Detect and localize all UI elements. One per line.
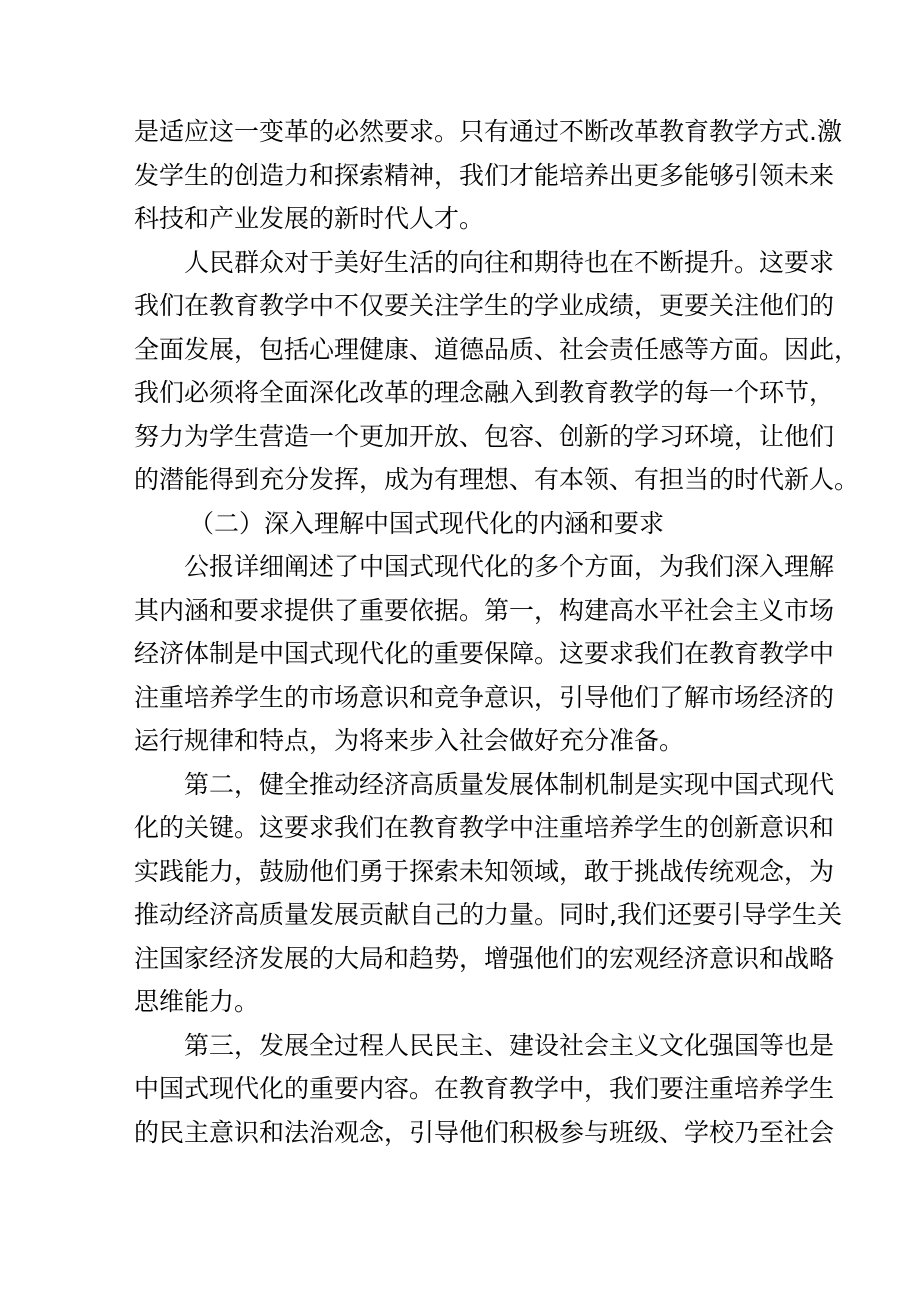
- text-line: 运行规律和特点，为将来步入社会做好充分准备。: [134, 726, 685, 755]
- paragraph-first-line: 第二，健全推动经济高质量发展体制机制是实现中国式现代: [184, 769, 835, 799]
- paragraph-first-line: 第三，发展全过程人民民主、建设社会主义文化强国等也是: [184, 1030, 835, 1060]
- section-heading: （二）深入理解中国式现代化的内涵和要求: [189, 508, 665, 538]
- text-line: 中国式现代化的重要内容。在教育教学中，我们要注重培养学生: [134, 1074, 835, 1103]
- text-line: 是适应这一变革的必然要求。只有通过不断改革教育教学方式.激: [134, 117, 842, 146]
- text-line: 努力为学生营造一个更加开放、包容、创新的学习环境，让他们: [134, 421, 835, 451]
- body-text: [134, 110, 860, 1154]
- paragraph-first-line: 公报详细阐述了中国式现代化的多个方面，为我们深入理解: [184, 552, 835, 581]
- paragraph-first-line: 人民群众对于美好生活的向往和期待也在不断提升。这要求: [184, 247, 835, 277]
- text-line: 化的关键。这要求我们在教育教学中注重培养学生的创新意识和: [134, 813, 835, 842]
- text-line: 注国家经济发展的大局和趋势，增强他们的宏观经济意识和战略: [134, 943, 835, 973]
- text-line: 实践能力，鼓励他们勇于探索未知领域，敢于挑战传统观念，为: [134, 856, 835, 886]
- text-line: 思维能力。: [134, 987, 260, 1016]
- text-line: 我们在教育教学中不仅要关注学生的学业成绩，更要关注他们的: [134, 291, 835, 320]
- text-line: 的民主意识和法治观念，引导他们积极参与班级、学校乃至社会: [134, 1117, 835, 1147]
- text-line: 我们必须将全面深化改革的理念融入到教育教学的每一个环节，: [134, 378, 835, 407]
- text-line: 的潜能得到充分发挥，成为有理想、有本领、有担当的时代新人。: [134, 465, 860, 494]
- text-line: 发学生的创造力和探索精神，我们才能培养出更多能够引领未来: [134, 160, 835, 190]
- text-line: 全面发展，包括心理健康、道德品质、社会责任感等方面。因此，: [134, 334, 860, 364]
- text-line: 推动经济高质量发展贡献自己的力量。同时,我们还要引导学生关: [134, 900, 842, 929]
- text-line: 经济体制是中国式现代化的重要保障。这要求我们在教育教学中: [134, 639, 835, 668]
- text-line: 注重培养学生的市场意识和竞争意识，引导他们了解市场经济的: [134, 682, 835, 712]
- text-line: 科技和产业发展的新时代人才。: [134, 204, 485, 233]
- text-line: 其内涵和要求提供了重要依据。第一，构建高水平社会主义市场: [134, 595, 835, 625]
